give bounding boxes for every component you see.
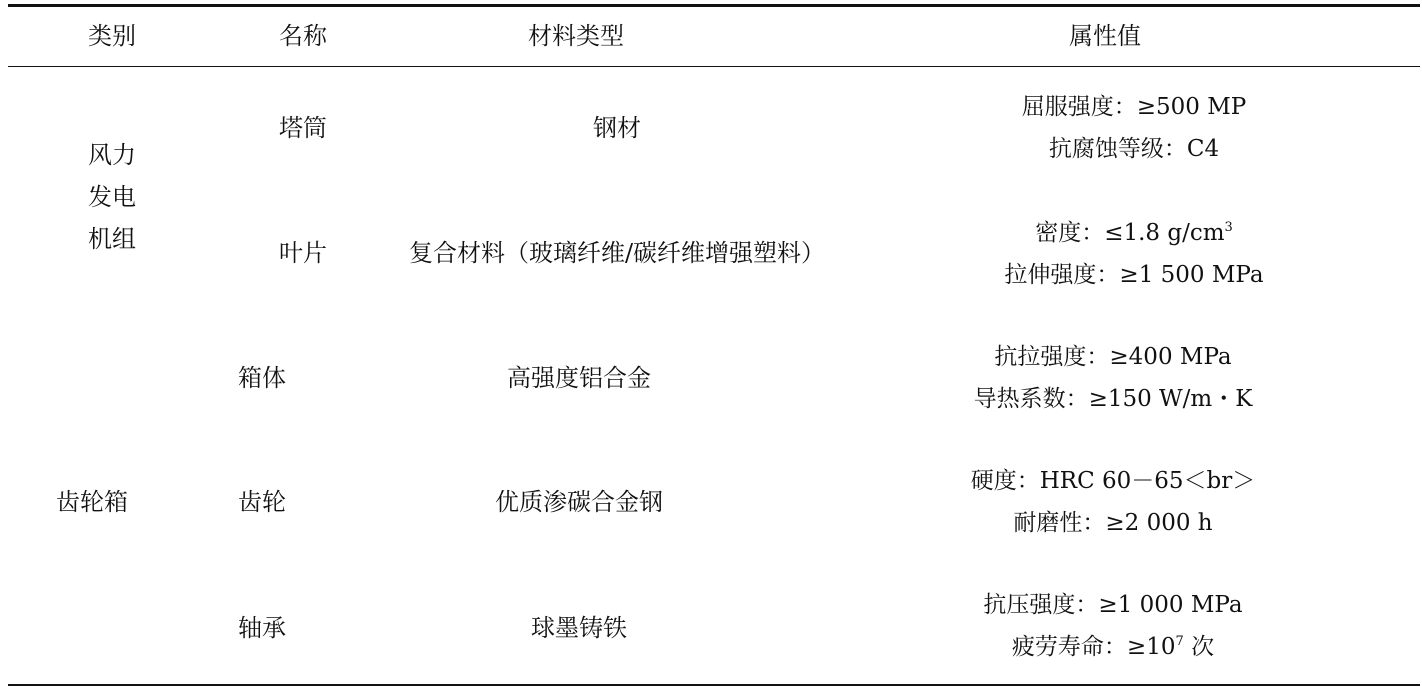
category-gearbox: 齿轮箱: [56, 488, 128, 516]
row-properties: [1022, 93, 1247, 163]
row-properties: [983, 591, 1242, 661]
header-material: 材料类型: [528, 22, 624, 50]
header-category: 类别: [88, 22, 136, 50]
superscript: 7: [1175, 634, 1184, 649]
category-line: 发电: [88, 183, 136, 211]
property-line: 屈服强度：≥500 MP: [1021, 94, 1247, 120]
row-name: 叶片: [279, 239, 327, 267]
header-property: 属性值: [1069, 22, 1141, 50]
row-name: 轴承: [238, 614, 286, 642]
table-header-rule: [8, 66, 1420, 67]
property-line: 密度：≤1.8 $g/cm^3$: [1035, 220, 1233, 246]
row-properties: [1004, 219, 1263, 289]
category-line: 风力: [88, 141, 136, 169]
row-properties: [974, 343, 1253, 413]
property-line: 硬度：HRC 60－65＜br＞: [970, 468, 1256, 494]
row-properties: [971, 467, 1256, 537]
category-line: 机组: [88, 225, 136, 253]
property-line: 拉伸强度：≥1 500 MPa: [1004, 262, 1264, 288]
table-top-rule: [8, 4, 1420, 7]
row-material: 优质渗碳合金钢: [495, 488, 663, 516]
row-material: 钢材: [593, 114, 641, 142]
category-wind-turbine: [88, 134, 136, 260]
row-material: 高强度铝合金: [507, 364, 651, 392]
row-name: 塔筒: [279, 114, 327, 142]
row-name: 箱体: [238, 364, 286, 392]
property-line: 导热系数：≥150 W/m・K: [973, 386, 1253, 412]
property-line: 疲劳寿命：$\ge 10^7$ 次: [1011, 634, 1215, 660]
table-bottom-rule: [8, 684, 1420, 686]
superscript: 3: [1224, 220, 1233, 235]
property-line: 抗腐蚀等级：C4: [1048, 136, 1220, 162]
property-line: 抗压强度：≥1 000 MPa: [983, 592, 1243, 618]
row-name: 齿轮: [238, 488, 286, 516]
header-name: 名称: [279, 22, 327, 50]
row-material: 球墨铸铁: [531, 614, 627, 642]
property-line: 耐磨性：≥2 000 h: [1013, 510, 1213, 536]
property-line: 抗拉强度：≥400 MPa: [994, 344, 1232, 370]
row-material: 复合材料（玻璃纤维/碳纤维增强塑料）: [408, 239, 826, 267]
